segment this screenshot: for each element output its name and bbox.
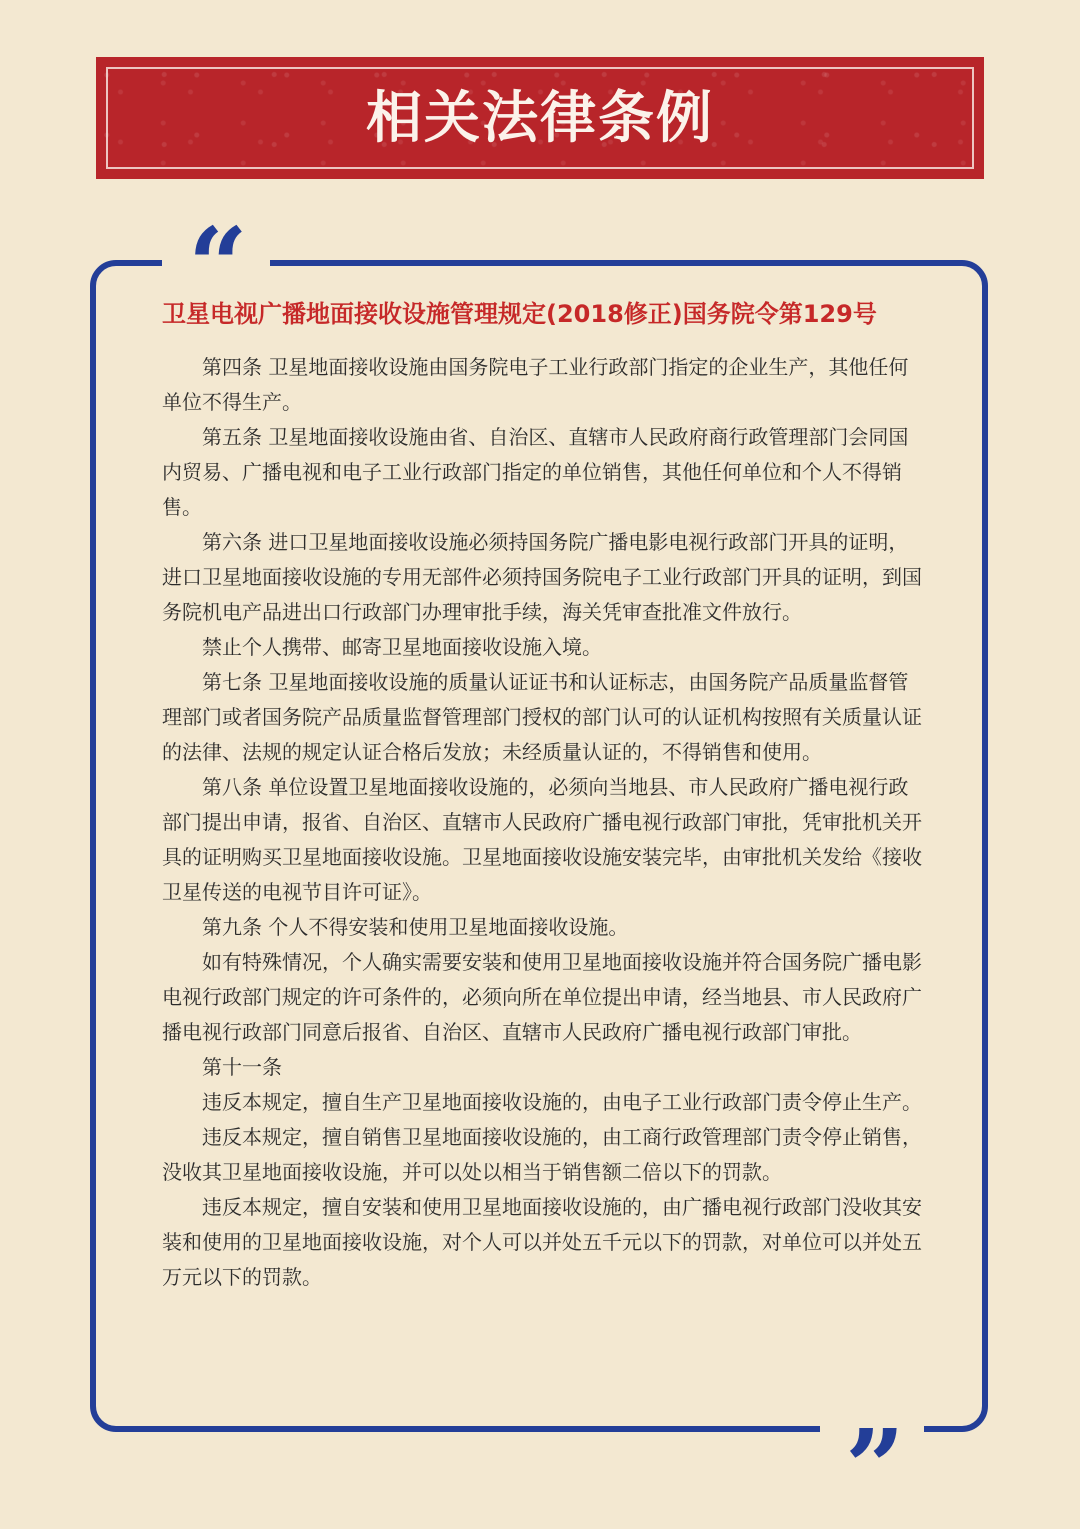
- paragraph-article-9: 第九条 个人不得安装和使用卫星地面接收设施。: [202, 915, 629, 939]
- regulation-title: 卫星电视广播地面接收设施管理规定(2018修正)国务院令第129号: [162, 300, 877, 328]
- article-content: [162, 350, 924, 1295]
- paragraph-article-4: 第四条 卫星地面接收设施由国务院电子工业行政部门指定的企业生产，其他任何单位不得生产。: [162, 355, 909, 414]
- paragraph-prohibition: 禁止个人携带、邮寄卫星地面接收设施入境。: [202, 635, 602, 659]
- paragraph-article-6: 第六条 进口卫星地面接收设施必须持国务院广播电影电视行政部门开具的证明，进口卫星地面接收设施的专用无部件必须持国务院电子工业行政部门开具的证明，到国务院机电产品进出口行政部门办理审批手续，海关凭审查批准文件放行。: [162, 530, 922, 624]
- paragraph-penalty-installation: 违反本规定，擅自安装和使用卫星地面接收设施的，由广播电视行政部门没收其安装和使用的卫星地面接收设施，对个人可以并处五千元以下的罚款，对单位可以并处五万元以下的罚款。: [162, 1195, 922, 1289]
- paragraph-article-11: 第十一条: [202, 1055, 282, 1079]
- page-title: 相关法律条例: [366, 85, 714, 151]
- paragraph-article-8: 第八条 单位设置卫星地面接收设施的，必须向当地县、市人民政府广播电视行政部门提出申请，报省、自治区、直辖市人民政府广播电视行政部门审批，凭审批机关开具的证明购买卫星地面接收设施。卫星地面接收设施安装完毕，由审批机关发给《接收卫星传送的电视节目许可证》。: [162, 775, 922, 904]
- closing-quote-icon: ”: [845, 1406, 905, 1529]
- paragraph-article-5: 第五条 卫星地面接收设施由省、自治区、直辖市人民政府商行政管理部门会同国内贸易、广播电视和电子工业行政部门指定的单位销售，其他任何单位和个人不得销售。: [162, 425, 909, 519]
- paragraph-penalty-production: 违反本规定，擅自生产卫星地面接收设施的，由电子工业行政部门责令停止生产。: [202, 1090, 922, 1114]
- header-banner: [96, 57, 984, 179]
- paragraph-special-case: 如有特殊情况，个人确实需要安装和使用卫星地面接收设施并符合国务院广播电影电视行政部门规定的许可条件的，必须向所在单位提出申请，经当地县、市人民政府广播电视行政部门同意后报省、自治区、直辖市人民政府广播电视行政部门审批。: [162, 950, 922, 1044]
- opening-quote-icon: “: [188, 204, 248, 327]
- paragraph-penalty-sales: 违反本规定，擅自销售卫星地面接收设施的，由工商行政管理部门责令停止销售，没收其卫星地面接收设施，并可以处以相当于销售额二倍以下的罚款。: [162, 1125, 922, 1184]
- paragraph-article-7: 第七条 卫星地面接收设施的质量认证证书和认证标志，由国务院产品质量监督管理部门或者国务院产品质量监督管理部门授权的部门认可的认证机构按照有关质量认证的法律、法规的规定认证合格后发放；未经质量认证的，不得销售和使用。: [162, 670, 922, 764]
